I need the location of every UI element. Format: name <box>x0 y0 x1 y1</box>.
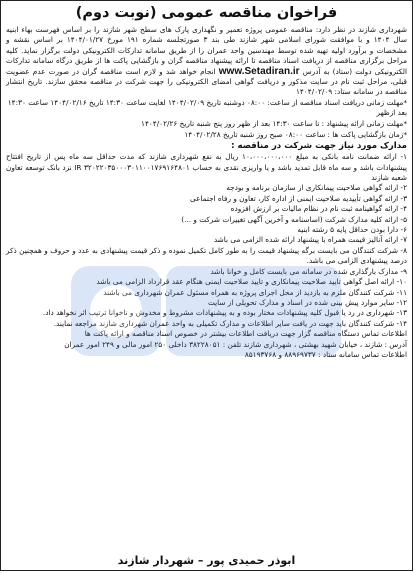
notice-title: فراخوان مناقصه عمومی (نوبت دوم) <box>75 5 338 21</box>
requirements-list <box>6 152 407 339</box>
opening-date: *زمان بازگشایی پاکت ها : ساعت ۰۸:۰۰ صبح روز شنبه تاریخ ۱۴۰۴/۰۲/۲۸ <box>184 129 407 139</box>
list-item: ۱۳- شهرداری در رد یا قبول کلیه پیشنهادات مختار بوده و به پیشنهادات مشروط و مخدوش و ناخوانا ترتیب اثر نخواهد داد. <box>42 308 407 318</box>
list-item: ۲- ارائه گواهی صلاحیت پیمانکاری از سازمان برنامه و بودجه <box>226 183 407 193</box>
list-item: ۵- ارائه کلیه مدارک شرکت (اساسنامه و آخرین آگهی تغییرات شرکت و ...) <box>181 214 407 224</box>
list-item: ۱۴- شرکت کنندگان باید جهت در یافت سایر اطلاعات و مدارک تکمیلی به واحد عمران شهرداری شازند مراجعه نمایند. <box>53 318 407 328</box>
list-item: اطلاعات تماس دستگاه مناقصه گزار جهت دریافت اطلاعات بیشتر در خصوص اسناد مناقصه و ارائه پاکت ها <box>84 329 407 339</box>
list-item: ۶- دارا بودن حداقل پایه ۵ رشته ابنیه <box>297 225 407 235</box>
list-item: ۷- ارائه آنالیز قیمت همراه با پیشنهاد ارائه شده الزامی می باشد <box>213 235 407 245</box>
list-item: ۱۲- سایر موارد پیش بینی شده در اسناد و مدارک تحویلی از سایت <box>207 297 407 307</box>
setad-website-link[interactable]: www.Setadiran.ir <box>218 65 300 77</box>
list-item: ۳- ارائه گواهی تأییدیه صلاحیت ایمنی از اداره کار، تعاون و رفاه اجتماعی <box>190 193 407 203</box>
list-item: ۱۰- ارائه اصل گواهی تایید صلاحیت پیمانکاری و تایید صلاحیت ایمنی هنگام عقد قرارداد الزامی می باشد <box>96 277 407 287</box>
proposal-deadline: *مهلت زمانی ارائه پیشنهاد : تا ساعت ۱۴:۳۰ بعد از ظهر روز پنج شنبه تاریخ ۱۴۰۴/۰۲/۲۶ <box>141 119 407 129</box>
list-item: ۴- ارائه گواهینامه ثبت نام در نظام مالیات بر ارزش افزوده <box>230 204 407 214</box>
list-item: ۹- مدارک بارگذاری شده در سامانه می بایست کامل و خوانا باشد <box>210 266 407 276</box>
document-deadline: *مهلت زمانی دریافت اسناد مناقصه از ساعت: ۰۸:۰۰ دوشنبه تاریخ ۱۴۰۴/۰۲/۰۹ لغایت ساعت ۱۴:۳۰ تاریخ ۱۴۰۴/۰۲/۱۶ ساعت ۱۴:۳۰ بعد ازظهر <box>7 97 407 118</box>
intro-text-part2: انجام خواهد شد و لازم است مناقصه گران در صورت عدم عضویت قبلی، مراحل ثبت نام در سایت مذکور و دریافت گواهی امضای الکترونیکی را جهت شرکت در مناقصه محقق سازند. تاریخ انتشار مناقصه در سامانه ستاد: ۱۴۰۴/۰۲/۰۹ <box>6 66 407 97</box>
list-item: ۱۱- شرکت کنندگان ملزم به بازدید از محل اجرای پروژه به همراه مسئول عمران شهرداری می باشند <box>103 287 407 297</box>
intro-paragraph <box>6 25 407 98</box>
requirements-heading: مدارک مورد نیاز جهت شرکت در مناقصه : <box>231 141 407 152</box>
contact-address: آدرس : شازند ، خیابان شهید بهشتی ، شهرداری شازند تلفن : ۳۸۲۲۸۰۵۱ داخلی ۲۵۰ امور مالی و ۲۴۹ امور عمران <box>64 339 407 349</box>
contact-setad: اطلاعات تماس سامانه ستاد : ۸۸۹۶۹۷۳۷ و ۸۵۱۹۳۷۶۸ <box>244 349 407 359</box>
list-item: ۸- شرکت کنندگان می بایست برگه پیشنهاد قیمت را به طور کامل تکمیل نموده و ذکر قیمت پیشنهادی به عدد و حروف و همچنین ذکر درصد پیشنهادی الزامی می باشد. <box>6 245 407 266</box>
intro-text-part1: شهرداری شازند در نظر دارد: مناقصه عمومی پروژه تعمیر و نگهداری پارک های سطح شهر شازند را بر اساس فهرست بهاء ابنیه سال ۱۴۰۴ و با موافقت شورای اسلامی شهر شازند طی بند ۳ صورتجلسه شماره ۱۹۱ مورخ ۱۴۰۴/۰۱/۲۷ بر اساس نقشه و مشخصات و برآورد اولیه تهیه شده توسط مهندسین واحد عمران را از طریق سامانه تدارکات الکترونیکی دولت برگزار نماید. کلیه مراحل برگزاری مناقصه از دریافت اسناد مناقصه تا ارائه پیشنهاد مناقصه گران و بازگشایی پاکت ها از طریق درگاه سامانه تدارکات الکترونیکی دولت (ستاد) به آدرس <box>6 25 407 76</box>
mayor-signature: ابوذر حمیدی پور – شهردار شازند <box>117 554 296 567</box>
list-item: ۱- ارائه ضمانت نامه بانکی به مبلغ ۱۰،۰۰۰،۰۰۰،۰۰۰ ریال به نفع شهرداری شازند که مدت حداقل سه ماه پس از تاریخ افتتاح پیشنهادات باشد و سه ماه قابل تمدید باشد و یا واریزی نقدی به حساب IR ۳۲۰۲۲۰۳۵۰۰۰۳۰۱۱۰۰۱۷۶۹۱۶۴۸۰۱ نزد بانک توسعه تعاون شعبه شازند <box>6 152 407 183</box>
